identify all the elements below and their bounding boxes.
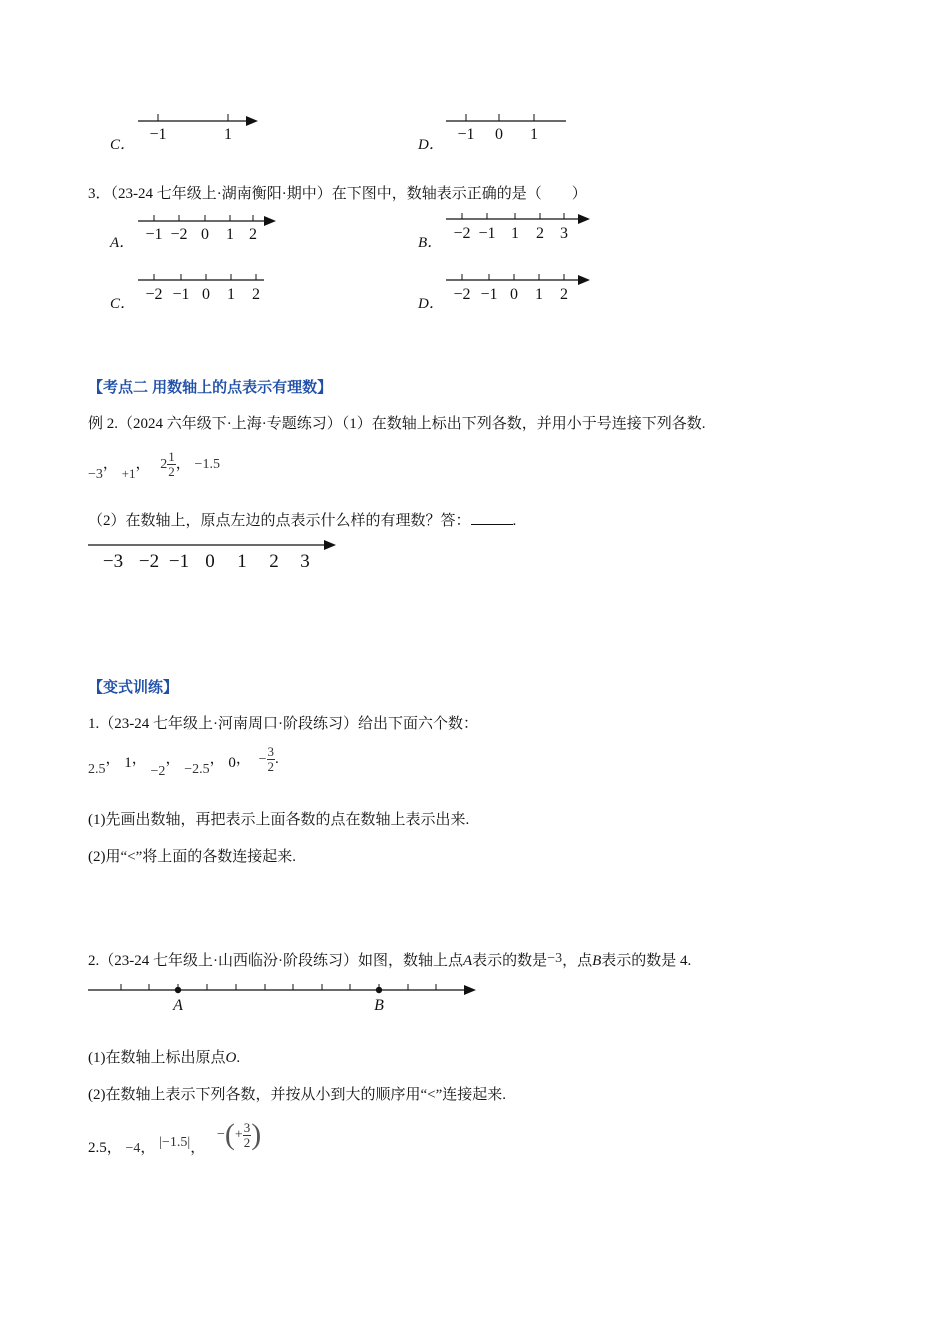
- separator: ，: [105, 750, 121, 767]
- minus-sign: −: [216, 1127, 225, 1143]
- period: .: [236, 1050, 241, 1066]
- number-line-prev-c: [136, 108, 266, 144]
- tick-label: −1: [172, 286, 190, 303]
- fraction-numerator: 3: [243, 1119, 251, 1135]
- period: .: [275, 750, 279, 767]
- point-b-label: B: [374, 997, 384, 1014]
- tick-label: −1: [145, 226, 163, 243]
- mixed-number-whole: 2: [160, 456, 168, 472]
- number-line-prev-d: [444, 108, 574, 144]
- fraction-numerator: 3: [267, 744, 275, 759]
- tick-marks: [121, 984, 436, 990]
- q3-option-c-label: C．: [110, 296, 136, 312]
- separator: ，: [106, 1140, 122, 1157]
- fraction-numerator: 1: [168, 449, 175, 464]
- answer-blank[interactable]: [471, 512, 513, 525]
- separator: ，: [140, 1140, 156, 1157]
- tick-label: 1: [226, 226, 234, 243]
- tick-label: 3: [560, 225, 568, 242]
- tick-label: 1: [237, 551, 247, 572]
- q2-text-a: 2.（23-24 七年级上·山西临汾·阶段练习）如图，数轴上点: [88, 953, 463, 969]
- minus-sign: −: [258, 751, 267, 767]
- separator: ，: [235, 750, 251, 767]
- abs-neg-1-5: |−1.5|: [159, 1135, 191, 1151]
- separator: ，: [175, 455, 191, 472]
- practice-q2-numbers: 2.5， −4， |−1.5|， −(+ $\frac{3}{2}$ ): [88, 1118, 262, 1157]
- number-neg-2: −2: [150, 763, 166, 779]
- tick-label: −2: [453, 286, 471, 303]
- tick-label: 3: [300, 551, 310, 572]
- practice-q2-part1: [88, 1046, 240, 1067]
- tick-label: −3: [102, 551, 124, 572]
- option-d-label: D．: [418, 137, 444, 153]
- number-plus-1: +1: [121, 465, 136, 481]
- tick-label: 2: [252, 286, 260, 303]
- separator: ，: [190, 1140, 206, 1157]
- mixed-number-fraction: [167, 450, 176, 479]
- tick-label: 2: [560, 286, 568, 303]
- tick-label: 0: [510, 286, 518, 303]
- example-2-numbers: [88, 449, 220, 482]
- practice-q1-text: 1.（23-24 七年级上·河南周口·阶段练习）给出下面六个数：: [88, 716, 478, 732]
- point-a-ref: A: [463, 953, 473, 969]
- q2-text-c: ，点: [562, 953, 593, 969]
- tick-label: 1: [511, 225, 519, 242]
- tick-label: −1: [478, 225, 496, 242]
- number-2-5: 2.5: [88, 1140, 107, 1157]
- tick-label: −1: [457, 126, 475, 143]
- number-neg-2-5: −2.5: [184, 761, 210, 777]
- tick-label: 1: [535, 286, 543, 303]
- question-3-text: 3．（23-24 七年级上·湖南衡阳·期中）在下图中，数轴表示正确的是（ ）: [88, 186, 587, 202]
- point-a-label: A: [173, 997, 183, 1014]
- part-2-end: .: [512, 513, 517, 529]
- q3-number-line-b: [444, 208, 594, 244]
- q3-number-line-a: [136, 210, 286, 246]
- practice-q1-numbers: [88, 744, 279, 779]
- q3-option-b-label: B．: [418, 235, 443, 251]
- tick-label: 2: [269, 551, 279, 572]
- point-b-dot: [376, 987, 382, 993]
- section-heading-point-two: 【考点二 用数轴上的点表示有理数】: [88, 379, 333, 396]
- tick-label: 0: [201, 226, 209, 243]
- point-a-dot: [175, 987, 181, 993]
- separator: ，: [102, 455, 118, 472]
- tick-label: 1: [227, 286, 235, 303]
- separator: ，: [135, 455, 151, 472]
- practice-q2-part2: (2)在数轴上表示下列各数，并按从小到大的顺序用“<”连接起来.: [88, 1087, 507, 1103]
- part-2-question: （2）在数轴上，原点左边的点表示什么样的有理数？答：: [88, 513, 471, 529]
- point-b-ref: B: [592, 953, 602, 969]
- example-2-part-2: [88, 509, 516, 530]
- tick-label: −2: [170, 226, 188, 243]
- part1-text: (1)在数轴上标出原点: [88, 1050, 226, 1066]
- separator: ，: [209, 750, 225, 767]
- number-2-5: 2.5: [88, 761, 106, 777]
- tick-label: 0: [202, 286, 210, 303]
- separator: ，: [165, 750, 181, 767]
- q3-number-line-d: [444, 269, 594, 305]
- separator: ，: [131, 750, 147, 767]
- tick-label: −2: [145, 286, 163, 303]
- practice-q1-part2: (2)用“<”将上面的各数连接起来.: [88, 849, 297, 865]
- tick-label: 2: [249, 226, 257, 243]
- number-0: 0: [228, 754, 236, 771]
- tick-label: −1: [149, 126, 167, 143]
- q3-number-line-c: [136, 269, 276, 305]
- tick-label: 0: [495, 126, 503, 143]
- value-neg-3: −3: [547, 951, 563, 966]
- practice-q1-part1: (1)先画出数轴，再把表示上面各数的点在数轴上表示出来.: [88, 812, 470, 828]
- tick-label: 1: [224, 126, 232, 143]
- tick-label: −1: [480, 286, 498, 303]
- tick-label: 0: [205, 551, 215, 572]
- q3-option-d-label: D．: [418, 296, 444, 312]
- q3-option-a-label: A．: [110, 235, 135, 251]
- number-neg-3: −3: [88, 466, 103, 482]
- example-2-number-line: [86, 535, 346, 575]
- practice-q2-text: [88, 949, 691, 970]
- example-2-text: 例 2.（2024 六年级下·上海·专题练习）（1）在数轴上标出下列各数，并用小于号连接下列各数.: [88, 416, 706, 432]
- fraction-three-halves: [243, 1121, 252, 1150]
- tick-label: 1: [530, 126, 538, 143]
- tick-label: 2: [536, 225, 544, 242]
- option-c-label: C．: [110, 137, 136, 153]
- practice-q2-number-line: [86, 978, 486, 1018]
- plus-sign: +: [234, 1127, 243, 1143]
- section-heading-practice: 【变式训练】: [88, 679, 179, 696]
- number-neg-1-5: −1.5: [194, 456, 220, 472]
- fraction-three-halves: [267, 745, 276, 774]
- number-neg-4: −4: [125, 1141, 141, 1157]
- tick-label: −2: [138, 551, 160, 572]
- number-1: 1: [124, 754, 132, 771]
- q2-text-d: 表示的数是 4.: [601, 953, 692, 969]
- fraction-denominator: 2: [243, 1134, 251, 1150]
- fraction-denominator: 2: [267, 759, 275, 774]
- fraction-denominator: 2: [168, 464, 175, 479]
- tick-label: −2: [453, 225, 471, 242]
- q2-text-b: 表示的数是: [472, 953, 548, 969]
- tick-label: −1: [168, 551, 190, 572]
- origin-label: O: [225, 1050, 237, 1066]
